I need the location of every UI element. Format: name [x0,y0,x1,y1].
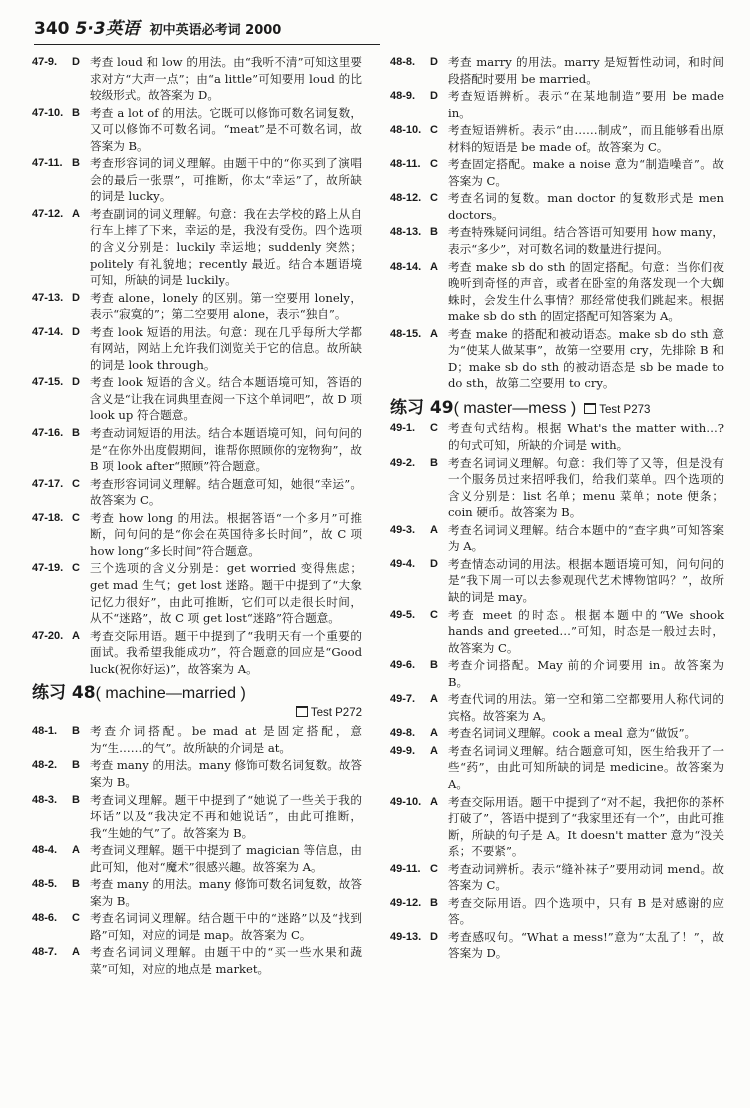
explanation-text: 考查 alone，lonely 的区别。第一空要用 lonely，表示“寂寞的”；第二空要用 alone，表示“独自”。 [90,290,362,322]
answer-letter: C [430,608,438,621]
header-rule [34,44,380,45]
explanation-text: 考查短语辨析。表示“由……制成”，而且能够看出原材料的短语是 be made of。故答案为 C。 [448,123,724,154]
explanation-text: 考查 look 短语的含义。结合本题语境可知，答语的含义是“让我在词典里查阅一下这个单词吧”，故 D 项 look up 符合题意。 [90,375,362,423]
explanation-text: 考查交际用语。四个选项中，只有 B 是对感谢的应答。 [448,895,724,927]
answer-entry [32,628,362,678]
section-48-range: ( machine—married ) [95,685,246,703]
explanation-text: 考查 make 的搭配和被动语态。make sb do sth 意为“使某人做某事”，故第一空要用 cry，先排除 B 和 D；make sb do sth 的被动语态是 sb be made to do sth，故第二空要用 to cry。 [448,326,724,391]
answer-letter: C [430,124,438,137]
brand-logo: 5·3英语 [75,19,140,39]
explanation-text: 考查词义理解。题干中提到了 magician 等信息，由此可知，他对“魔术”很感兴趣。故答案为 A。 [90,843,362,874]
answer-list-48-right [390,54,724,392]
explanation-text: 考查感叹句。“What a mess!”意为“太乱了！”，故答案为 D。 [448,929,724,961]
question-number: 49-2. [390,456,416,469]
question-number: 47-12. [32,207,64,220]
book-icon [584,403,596,414]
explanation-text: 考查 marry 的用法。marry 是短暂性动词，和时间段搭配时要用 be married。 [448,55,724,86]
explanation-text: 考查固定搭配。make a noise 意为“制造噪音”。故答案为 C。 [448,157,724,188]
question-number: 47-17. [32,477,64,490]
answer-entry [32,324,362,374]
answer-entry [32,560,362,626]
answer-entry [32,910,362,943]
question-number: 48-6. [32,912,58,925]
question-number: 48-7. [32,946,58,959]
explanation-text: 考查情态动词的用法。根据本题语境可知，问句问的是“我下周一可以去参观现代艺术博物馆吗？”，故所缺的词是 may。 [448,556,724,604]
explanation-text: 考查 look 短语的用法。句意：现在几乎每所大学都有网站，网站上允许我们浏览关于它的信息。故所缺的词是 look through。 [90,324,362,372]
answer-letter: C [72,477,80,490]
answer-letter: D [72,376,80,389]
answer-letter: D [430,90,438,103]
answer-entry [32,206,362,289]
answer-entry [390,122,724,155]
question-number: 47-19. [32,562,64,575]
explanation-text: 考查短语辨析。表示“在某地制造”要用 be made in。 [448,89,724,120]
answer-entry [390,556,724,606]
section-48-ref-text: Test P272 [310,706,362,719]
explanation-text: 考查名词词义理解。结合本题中的“查字典”可知答案为 A。 [448,522,724,554]
question-number: 48-13. [390,226,422,239]
answer-entry [32,54,362,104]
section-48-ref [32,705,362,722]
explanation-text: 考查特殊疑问词组。结合答语可知要用 how many，表示“多少”，对可数名词的数量进行提问。 [448,225,724,257]
answer-entry [32,155,362,205]
answer-entry [390,657,724,690]
explanation-text: 考查代词的用法。第一空和第二空都要用人称代词的宾格。故答案为 A。 [448,692,724,723]
answer-letter: B [72,427,80,440]
answer-letter: C [72,562,80,575]
answer-entry [32,510,362,560]
question-number: 47-9. [32,56,58,68]
question-number: 47-18. [32,511,64,524]
answer-entry [32,476,362,509]
answer-letter: B [72,759,80,772]
explanation-text: 考查名词的复数。man doctor 的复数形式是 men doctors。 [448,191,724,222]
answer-letter: B [430,456,438,469]
question-number: 48-11. [390,158,421,171]
answer-letter: B [72,725,80,738]
question-number: 49-7. [390,693,416,706]
answer-letter: C [430,422,438,435]
answer-entry [390,861,724,894]
question-number: 48-4. [32,844,58,857]
question-number: 49-5. [390,608,416,621]
answer-entry [32,757,362,790]
question-number: 47-15. [32,376,64,389]
explanation-text: 考查动词辨析。表示“缝补袜子”要用动词 mend。故答案为 C。 [448,861,724,893]
explanation-text: 考查副词的词义理解。句意：我在去学校的路上从自行车上摔了下来，幸运的是，我没有受伤。四个选项的含义分别是：luckily 幸运地；suddenly 突然；politely 有礼貌地；recently 最近。结合本题语境可知，所缺的词是 luckily。 [90,206,362,288]
answer-letter: A [72,946,80,959]
explanation-text: 考查 how long 的用法。根据答语“一个多月”可推断，问句问的是“你会在英国待多长时间”，故 C 项 how long“多长时间”符合题意。 [90,510,362,558]
question-number: 47-16. [32,427,64,440]
question-number: 47-14. [32,325,64,338]
question-number: 48-15. [390,327,422,340]
question-number: 49-6. [390,659,416,672]
section-49-heading [390,397,724,419]
question-number: 49-12. [390,896,422,909]
question-number: 48-3. [32,793,58,806]
question-number: 47-20. [32,629,64,642]
question-number: 48-8. [390,56,416,68]
question-number: 47-10. [32,106,64,119]
answer-letter: C [72,912,80,925]
question-number: 49-3. [390,523,416,536]
question-number: 48-9. [390,90,416,103]
answer-entry [390,691,724,724]
answer-entry [390,895,724,928]
question-number: 48-12. [390,192,422,205]
answer-letter: D [430,56,438,68]
answer-entry [390,88,724,121]
explanation-text: 考查动词短语的用法。结合本题语境可知，问句问的是“在你外出度假期间，谁帮你照顾你的宠物狗”，故 B 项 look after“照顾”符合题意。 [90,426,362,474]
answer-letter: D [430,557,438,570]
answer-entry [32,944,362,977]
book-title: 初中英语必考词 2000 [149,23,282,38]
explanation-text: 考查名词词义理解。句意：我们等了又等，但是没有一个服务员过来招呼我们，给我们菜单。四个选项的含义分别是：list 名单；menu 菜单；note 便条；coin 硬币。故答案为 B。 [448,455,724,520]
page-number: 340 [34,19,70,39]
answer-entry [390,725,724,742]
answer-entry [32,374,362,424]
section-49-range: ( master—mess ) [453,399,577,417]
answer-entry [390,929,724,962]
answer-letter: D [72,325,80,338]
explanation-text: 考查交际用语。题干中提到了“对不起，我把你的茶杯打破了”，答语中提到了“我家里还有一个”，由此可推断，所缺的句子是 A。It doesn't matter 意为“没关系；不要紧”。 [448,794,724,859]
explanation-text: 考查 meet 的时态。根据本题中的“We shook hands and greeted…”可知，时态是一般过去时，故答案为 C。 [448,607,724,655]
explanation-text: 考查形容词词义理解。结合题意可知，她很“幸运”。故答案为 C。 [90,476,362,508]
answer-letter: A [430,795,438,808]
answer-letter: A [72,207,80,220]
explanation-text: 考查名词词义理解。由题干中的“买一些水果和蔬菜”可知，对应的地点是 market。 [90,945,362,976]
answer-entry [390,607,724,657]
answer-entry [390,743,724,793]
question-number: 49-8. [390,727,416,740]
answer-entry [32,425,362,475]
question-number: 49-10. [390,795,422,808]
section-49-title: 练习 49 [390,397,454,418]
answer-letter: A [430,327,438,340]
answer-list-49 [390,420,724,962]
answer-entry [32,792,362,842]
answer-letter: C [430,862,438,875]
explanation-text: 考查 many 的用法。many 修饰可数名词复数，故答案为 B。 [90,877,362,908]
answer-entry [390,224,724,257]
explanation-text: 考查介词搭配。May 前的介词要用 in。故答案为 B。 [448,658,724,689]
answer-entry [32,876,362,909]
answer-entry [32,723,362,756]
answer-letter: B [72,157,80,170]
answer-entry [390,794,724,860]
question-number: 49-1. [390,422,416,435]
question-number: 48-5. [32,878,58,891]
answer-entry [390,522,724,555]
answer-entry [32,105,362,155]
answer-letter: B [430,659,438,672]
answer-letter: C [72,511,80,524]
explanation-text: 考查词义理解。题干中提到了“她说了一些关于我的坏话”以及“我决定不再和她说话”，由此可推断，我“生她的气”了。故答案为 B。 [90,792,362,840]
explanation-text: 考查形容词的词义理解。由题干中的“你买到了演唱会的最后一张票”，可推断，你太“幸运”了，故所缺的词是 lucky。 [90,156,362,204]
answer-letter: A [72,844,80,857]
answer-entry [32,842,362,875]
answer-letter: B [430,896,438,909]
answer-letter: C [430,158,438,171]
answer-letter: A [430,260,438,273]
answer-letter: B [72,878,80,891]
answer-letter: A [72,629,80,642]
explanation-text: 考查交际用语。题干中提到了“我明天有一个重要的面试。我希望我能成功”，符合题意的回应是“Good luck(祝你好运)”，故答案为 A。 [90,628,362,676]
answer-letter: D [72,291,80,304]
answer-letter: B [72,793,80,806]
answer-entry [390,156,724,189]
explanation-text: 考查句式结构。根据 What's the matter with…? 的句式可知，所缺的介词是 with。 [448,421,724,453]
section-48-title: 练习 48 [32,683,96,704]
answer-entry [390,259,724,325]
question-number: 49-4. [390,557,416,570]
answer-letter: A [430,693,438,706]
explanation-text: 考查 many 的用法。many 修饰可数名词复数。故答案为 B。 [90,758,362,789]
question-number: 48-10. [390,124,422,137]
section-49-ref-text: Test P273 [599,403,651,416]
explanation-text: 考查 a lot of 的用法。它既可以修饰可数名词复数，又可以修饰不可数名词。“meat”是不可数名词，故答案为 B。 [90,105,362,153]
explanation-text: 三个选项的含义分别是：get worried 变得焦虑；get mad 生气；get lost 迷路。题干中提到了“大象记忆力很好”，由此可推断，它们可以走很长时间，从不“迷路”，故 C 项 get lost“迷路”符合题意。 [90,561,362,626]
answer-entry [390,420,724,453]
answer-list-47 [32,54,362,677]
section-48-heading [32,685,362,703]
question-number: 49-9. [390,744,416,757]
question-number: 48-1. [32,725,58,738]
left-column [32,54,362,979]
explanation-text: 考查 loud 和 low 的用法。由“我听不清”可知这里要求对方“大声一点”；由“a little”可知要用 loud 的比较级形式。故答案为 D。 [90,55,362,103]
answer-list-48-left [32,723,362,977]
answer-entry [390,54,724,87]
page-header [34,14,281,42]
answer-letter: B [430,226,438,239]
explanation-text: 考查名词词义理解。cook a meal 意为“做饭”。 [448,726,697,741]
right-column [390,54,724,963]
explanation-text: 考查名词词义理解。结合题意可知，医生给我开了一些“药”，由此可知所缺的词是 medicine。故答案为 A。 [448,743,724,791]
answer-letter: D [72,56,80,68]
answer-letter: A [430,727,438,740]
answer-letter: B [72,106,80,119]
answer-entry [390,326,724,392]
explanation-text: 考查 make sb do sth 的固定搭配。句意：当你们夜晚听到奇怪的声音，或者在卧室的角落发现一个大蜘蛛时，会发生什么事情？那经常使我们跳起来。根据 make sb do sth 的固定搭配可知答案为 A。 [448,259,724,324]
question-number: 47-13. [32,291,64,304]
answer-entry [390,190,724,223]
explanation-text: 考查介词搭配。be mad at 是固定搭配，意为“生……的气”。故所缺的介词是 at。 [90,724,362,755]
answer-entry [32,290,362,323]
question-number: 49-13. [390,930,422,943]
question-number: 47-11. [32,157,63,170]
explanation-text: 考查名词词义理解。结合题干中的“迷路”以及“找到路”可知，对应的词是 map。故答案为 C。 [90,911,362,942]
book-icon [296,706,308,717]
answer-entry [390,455,724,521]
answer-letter: A [430,523,438,536]
answer-letter: D [430,930,438,943]
question-number: 49-11. [390,862,421,875]
question-number: 48-14. [390,260,422,273]
answer-letter: C [430,192,438,205]
answer-letter: A [430,744,438,757]
question-number: 48-2. [32,759,58,772]
